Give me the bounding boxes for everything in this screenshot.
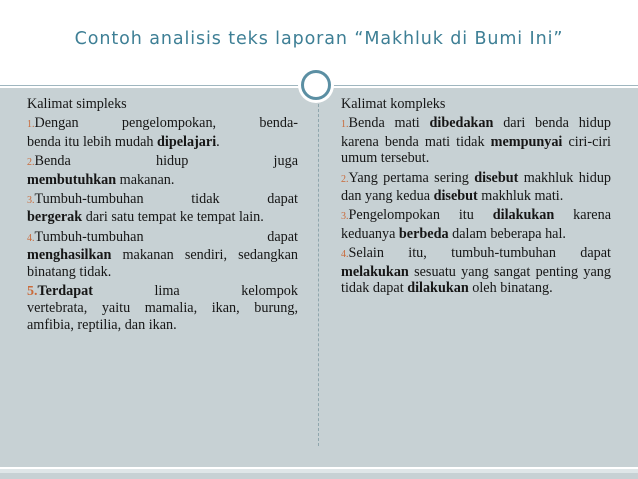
left-item-1: [27, 115, 298, 150]
item-text: lima kelompok: [92, 283, 298, 300]
keyword: dipelajari: [157, 133, 217, 150]
item-text: Benda mati: [348, 115, 430, 132]
item-number: 1.: [341, 119, 349, 131]
item-text: dari satu tempat ke tempat lain.: [82, 209, 264, 226]
footer-strip: [0, 473, 638, 479]
right-column: [341, 96, 611, 299]
keyword: mempunyai: [490, 133, 563, 150]
left-item-5: [27, 283, 298, 333]
column-divider: [318, 104, 319, 446]
item-number: 4.: [27, 232, 35, 244]
item-text: oleh binatang.: [468, 280, 553, 297]
keyword: membutuhkan: [27, 171, 117, 188]
item-text: sesuatu yang sangat penting yang tidak dapat: [341, 263, 611, 297]
keyword: dilakukan: [407, 280, 469, 297]
keyword: Terdapat: [37, 283, 93, 300]
slide-title: Contoh analisis teks laporan “Makhluk di Bumi Ini”: [74, 29, 564, 49]
circle-ornament: [301, 70, 331, 100]
left-heading: Kalimat simpleks: [27, 96, 127, 112]
item-number: 5.: [27, 284, 38, 300]
item-number: 3.: [27, 195, 35, 207]
keyword: menghasilkan: [27, 247, 112, 264]
item-text: karena keduanya: [341, 207, 611, 242]
keyword: disebut: [474, 169, 519, 186]
right-item-1: [341, 115, 611, 166]
keyword: dilakukan: [492, 207, 555, 224]
left-item-2: [27, 153, 298, 188]
item-number: 1.: [27, 119, 35, 131]
item-text: vertebrata, yaitu mamalia, ikan, burung, amfibia, reptilia, dan ikan.: [27, 300, 298, 333]
item-number: 4.: [341, 249, 349, 261]
item-text: dari benda hidup karena benda mati tidak: [341, 115, 612, 150]
item-text: benda itu lebih mudah: [27, 133, 158, 150]
keyword: berbeda: [398, 225, 449, 242]
left-item-1-line1: [27, 115, 298, 133]
right-heading: Kalimat kompleks: [341, 96, 446, 112]
item-text: makhluk hidup dan yang kedua: [341, 169, 612, 205]
left-item-3-line1: [27, 191, 298, 209]
keyword: dibedakan: [429, 115, 494, 132]
item-text: makanan.: [116, 171, 175, 188]
keyword: disebut: [433, 188, 478, 205]
item-text: dalam beberapa hal.: [448, 225, 566, 242]
item-text: Benda hidup juga: [34, 153, 298, 170]
item-text: makanan sendiri, sedangkan binatang tidak.: [27, 247, 298, 280]
left-item-4: [27, 229, 298, 280]
left-column: [27, 96, 298, 336]
item-number: 3.: [341, 211, 349, 223]
item-number: 2.: [341, 173, 349, 185]
item-text: Dengan pengelompokan, benda-: [34, 115, 298, 132]
item-text: Yang pertama sering: [348, 169, 475, 186]
keyword: melakukan: [341, 263, 409, 280]
keyword: bergerak: [27, 209, 83, 226]
right-item-4: [341, 245, 611, 296]
item-text: .: [216, 133, 220, 150]
left-item-5-line1: [27, 283, 298, 300]
item-number: 2.: [27, 157, 35, 169]
item-text: Selain itu, tumbuh-tumbuhan dapat: [348, 245, 611, 262]
item-text: makhluk mati.: [477, 188, 564, 205]
left-item-4-line1: [27, 229, 298, 247]
item-text: Tumbuh-tumbuhan dapat: [34, 228, 298, 245]
item-text: ciri-ciri umum tersebut.: [341, 133, 612, 167]
item-text: Tumbuh-tumbuhan tidak dapat: [34, 191, 298, 208]
left-item-2-line1: [27, 153, 298, 171]
item-text: Pengelompokan itu: [348, 207, 493, 224]
left-item-3: [27, 191, 298, 226]
right-item-3: [341, 207, 611, 242]
right-item-2: [341, 170, 611, 205]
